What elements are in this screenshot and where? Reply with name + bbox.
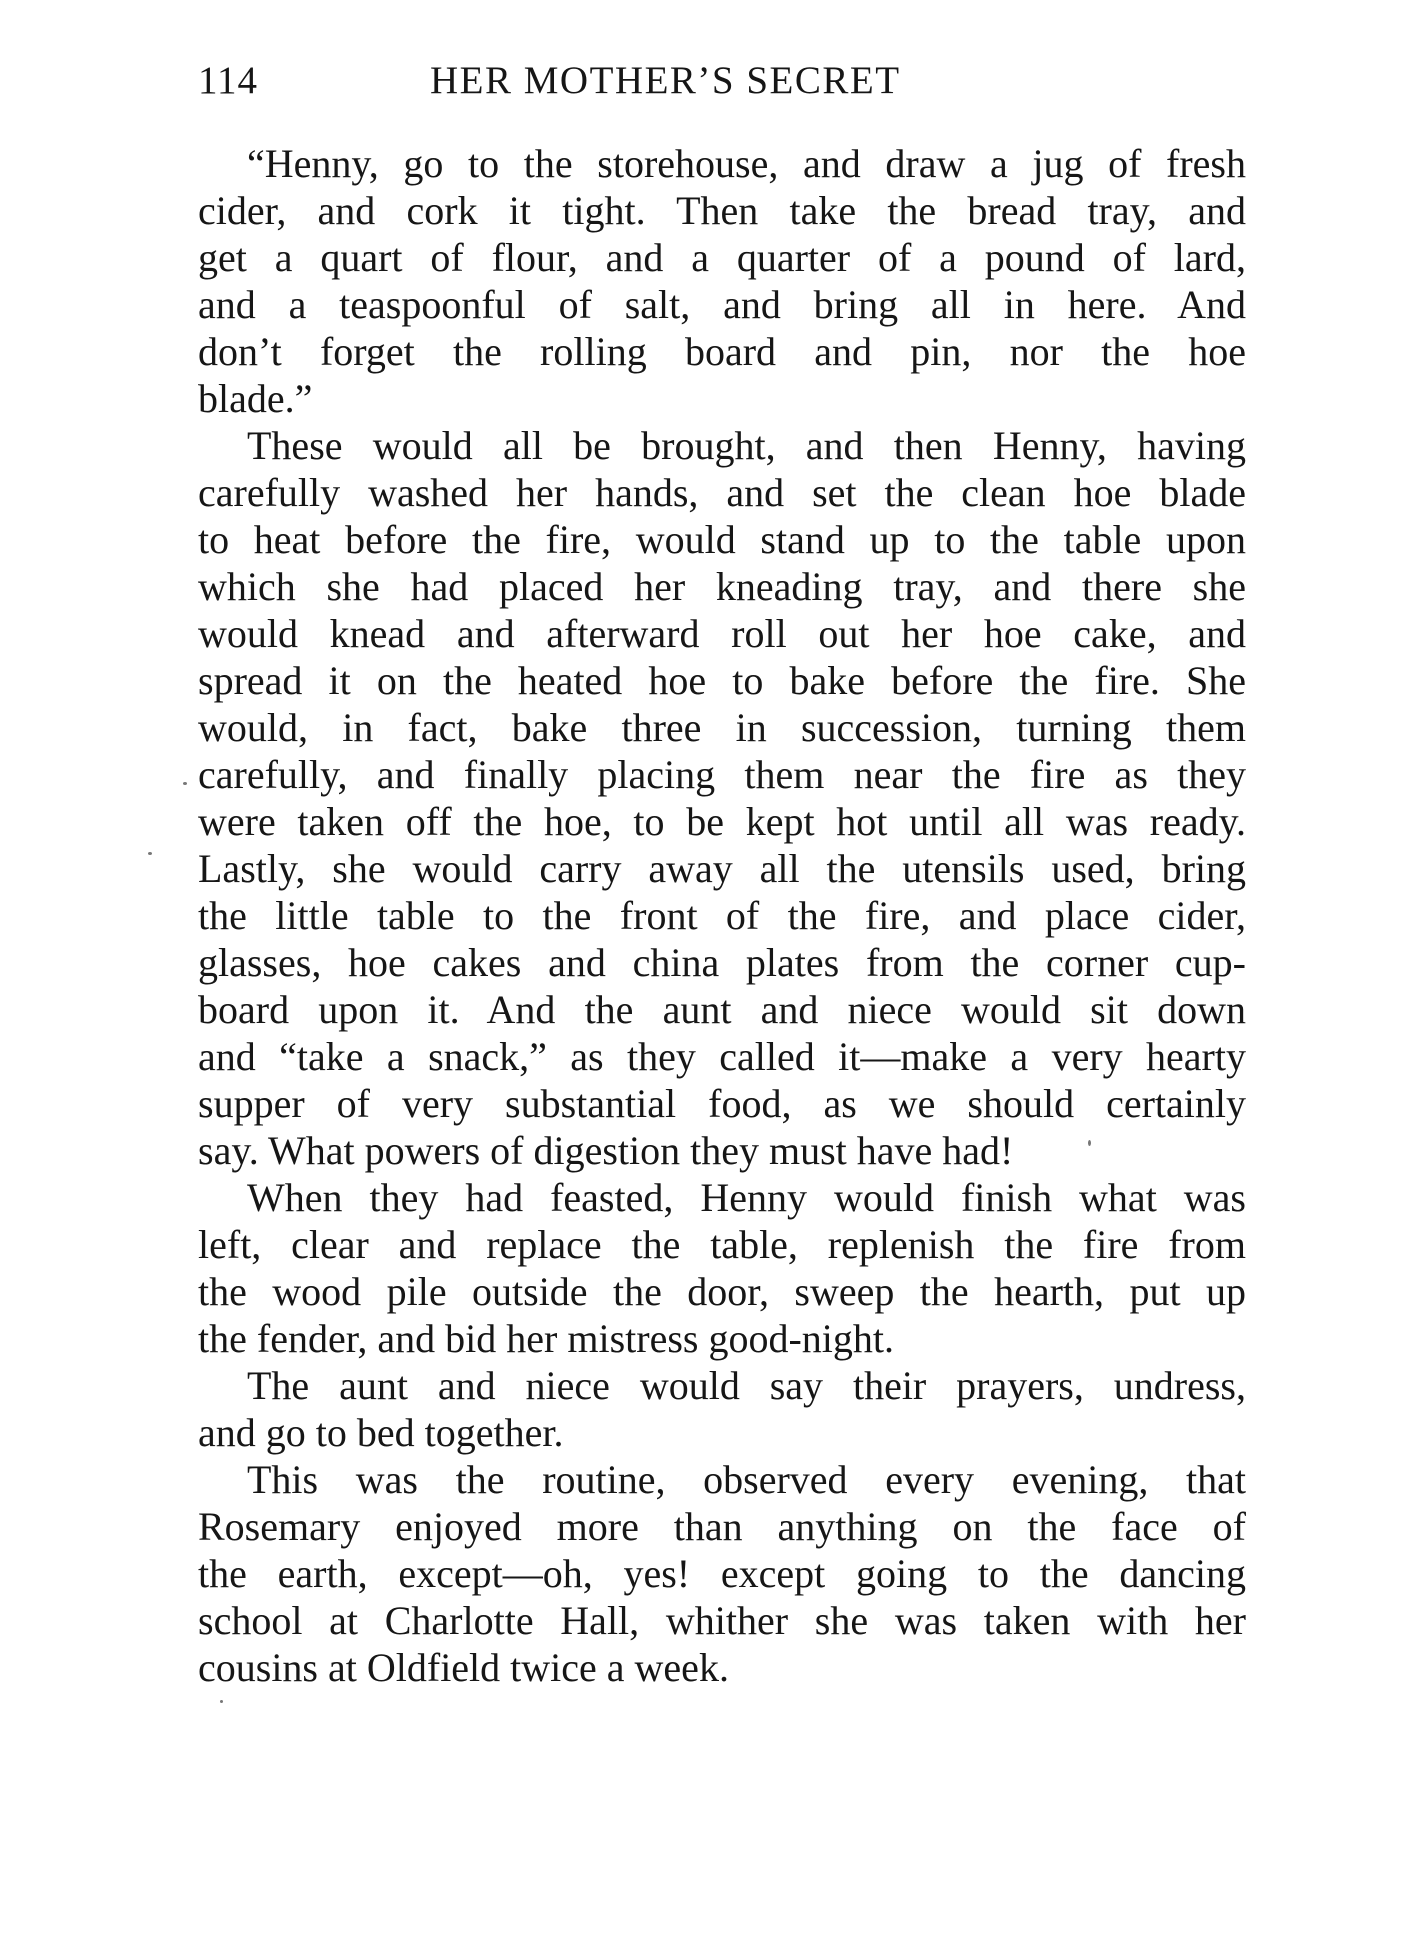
text-line: and a teaspoonful of salt, and bring all in here. And xyxy=(198,282,1246,327)
scan-speck xyxy=(1088,1140,1091,1146)
paragraph xyxy=(198,1174,1246,1362)
running-head xyxy=(198,58,1246,104)
text-line: These would all be brought, and then Henny, having xyxy=(247,423,1246,468)
text-line: the wood pile outside the door, sweep the hearth, put up xyxy=(198,1269,1246,1314)
text-line: the little table to the front of the fire, and place cider, xyxy=(198,893,1246,938)
text-line: The aunt and niece would say their prayers, undress, xyxy=(247,1363,1246,1408)
text-line: When they had feasted, Henny would finish what was xyxy=(247,1175,1246,1220)
text-line: would knead and afterward roll out her hoe cake, and xyxy=(198,611,1246,656)
text-line: glasses, hoe cakes and china plates from the corner cup- xyxy=(198,940,1246,985)
text-line: carefully, and finally placing them near the fire as they xyxy=(198,752,1246,797)
running-title: HER MOTHER’S SECRET xyxy=(430,59,901,102)
scan-speck xyxy=(220,1700,223,1703)
text-line: This was the routine, observed every evening, that xyxy=(247,1457,1246,1502)
text-line: to heat before the fire, would stand up to the table upon xyxy=(198,517,1246,562)
text-line: “Henny, go to the storehouse, and draw a jug of fresh xyxy=(247,141,1246,186)
paragraph xyxy=(198,1362,1246,1456)
text-line: spread it on the heated hoe to bake before the fire. She xyxy=(198,658,1246,703)
text-line: were taken off the hoe, to be kept hot until all was ready. xyxy=(198,799,1246,844)
text-line: board upon it. And the aunt and niece would sit down xyxy=(198,987,1246,1032)
text-line: carefully washed her hands, and set the clean hoe blade xyxy=(198,470,1246,515)
text-line: don’t forget the rolling board and pin, nor the hoe xyxy=(198,329,1246,374)
text-line: say. What powers of digestion they must have had! xyxy=(198,1128,1014,1173)
text-line: the fender, and bid her mistress good-night. xyxy=(198,1316,895,1361)
text-line: Lastly, she would carry away all the utensils used, bring xyxy=(198,846,1246,891)
text-line: and go to bed together. xyxy=(198,1410,564,1455)
page-number: 114 xyxy=(198,59,259,102)
text-line: school at Charlotte Hall, whither she was taken with her xyxy=(198,1598,1246,1643)
text-line: would, in fact, bake three in succession, turning them xyxy=(198,705,1246,750)
text-line: Rosemary enjoyed more than anything on the face of xyxy=(198,1504,1246,1549)
scan-speck xyxy=(183,782,187,785)
paragraph xyxy=(198,140,1246,422)
scan-speck xyxy=(148,852,152,855)
paragraph xyxy=(198,1456,1246,1691)
paragraph xyxy=(198,422,1246,1174)
body-text xyxy=(198,140,1246,1691)
text-line: cousins at Oldfield twice a week. xyxy=(198,1645,729,1690)
text-line: cider, and cork it tight. Then take the bread tray, and xyxy=(198,188,1246,233)
text-line: and “take a snack,” as they called it—make a very hearty xyxy=(198,1034,1246,1079)
text-line: blade.” xyxy=(198,376,313,421)
text-line: which she had placed her kneading tray, and there she xyxy=(198,564,1246,609)
text-line: get a quart of flour, and a quarter of a pound of lard, xyxy=(198,235,1246,280)
text-line: supper of very substantial food, as we should certainly xyxy=(198,1081,1246,1126)
text-line: the earth, except—oh, yes! except going to the dancing xyxy=(198,1551,1246,1596)
text-line: left, clear and replace the table, replenish the fire from xyxy=(198,1222,1246,1267)
